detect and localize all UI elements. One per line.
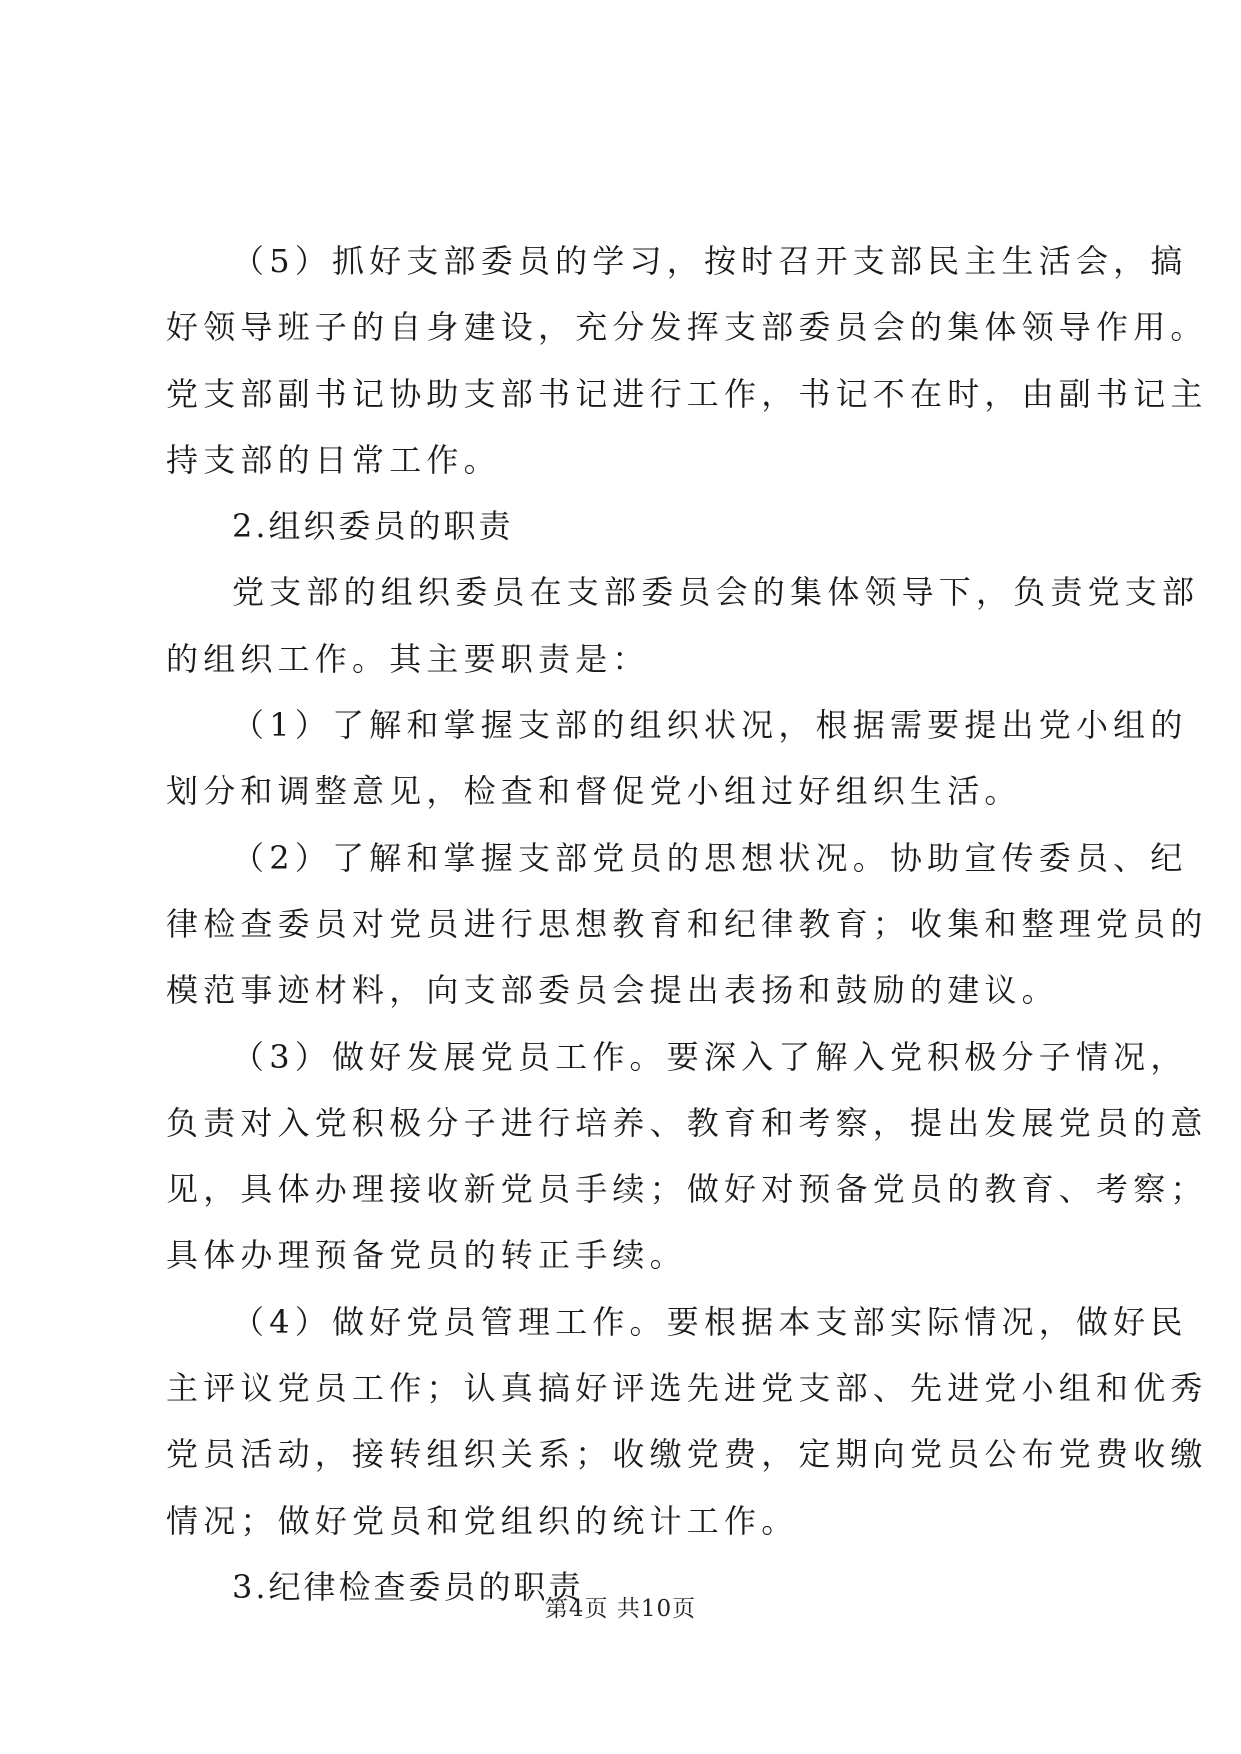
section-heading: 2.组织委员的职责 — [232, 507, 514, 546]
paragraph-line: 见，具体办理接收新党员手续；做好对预备党员的教育、考察； — [166, 1170, 1208, 1209]
paragraph-line: （2）了解和掌握支部党员的思想状况。协助宣传委员、纪 — [232, 838, 1188, 877]
paragraph-line: 律检查委员对党员进行思想教育和纪律教育；收集和整理党员的 — [166, 904, 1208, 943]
paragraph-line: 党支部副书记协助支部书记进行工作，书记不在时，由副书记主 — [166, 374, 1208, 413]
section-heading: 3.纪律检查委员的职责 — [232, 1567, 584, 1606]
paragraph-line: （4）做好党员管理工作。要根据本支部实际情况，做好民 — [232, 1302, 1188, 1341]
paragraph-line: 的组织工作。其主要职责是： — [166, 639, 650, 678]
paragraph-line: 好领导班子的自身建设，充分发挥支部委员会的集体领导作用。 — [166, 308, 1208, 347]
paragraph-line: （1）了解和掌握支部的组织状况，根据需要提出党小组的 — [232, 706, 1188, 745]
paragraph-line: 模范事迹材料，向支部委员会提出表扬和鼓励的建议。 — [166, 971, 1059, 1010]
paragraph-line: 划分和调整意见，检查和督促党小组过好组织生活。 — [166, 772, 1022, 811]
page-footer: 第4页 共10页 — [544, 1596, 697, 1622]
paragraph-line: 主评议党员工作；认真搞好评选先进党支部、先进党小组和优秀 — [166, 1369, 1208, 1408]
body-text — [166, 228, 1208, 1620]
paragraph-line: 负责对入党积极分子进行培养、教育和考察，提出发展党员的意 — [166, 1103, 1208, 1142]
paragraph-line: （5）抓好支部委员的学习，按时召开支部民主生活会，搞 — [232, 242, 1188, 280]
paragraph-line: （3）做好发展党员工作。要深入了解入党积极分子情况， — [232, 1037, 1188, 1076]
paragraph-line: 具体办理预备党员的转正手续。 — [166, 1236, 687, 1275]
paragraph-line: 持支部的日常工作。 — [166, 440, 501, 479]
paragraph-line: 党员活动，接转组织关系；收缴党费，定期向党员公布党费收缴 — [166, 1435, 1208, 1474]
paragraph-line: 党支部的组织委员在支部委员会的集体领导下，负责党支部 — [232, 573, 1200, 612]
paragraph-line: 情况；做好党员和党组织的统计工作。 — [166, 1501, 799, 1540]
